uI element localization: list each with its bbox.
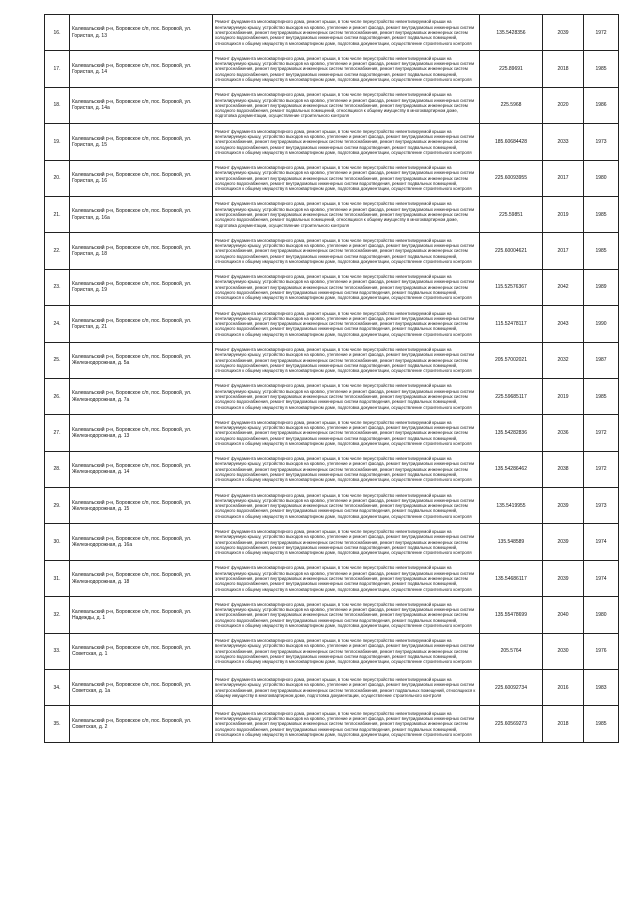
construction-year-cell: 1972 [584, 451, 619, 487]
works-description-cell: Ремонт фундамента многоквартирного дома, ремонт крыши, в том числе переустройство невентилируемой крыши на вентилируемую крышу, устройство выходов на кровлю, утепление и ремонт фасада, ремонт внутридомовых инженерных систем электроснабжения, ремонт внутридомовых инженерных систем теплоснабжения, ремонт внутридомовых инженерных систем холодного водоснабжения, ремонт внутридомовых инженерных систем водоотведения, ремонт подвальных помещений, относящихся к общему имуществу в многоквартирном доме, подготовка документации, осуществление строительного контроля [213, 233, 480, 269]
construction-year-cell: 1972 [584, 15, 619, 51]
construction-year-cell: 1983 [584, 670, 619, 706]
cost-cell: 225.60093955 [480, 160, 543, 196]
row-number-cell: 17. [45, 51, 70, 87]
row-number-cell: 30. [45, 524, 70, 560]
works-description-cell: Ремонт фундамента многоквартирного дома, ремонт крыши, в том числе переустройство невентилируемой крыши на вентилируемую крышу, устройство выходов на кровлю, утепление и ремонт фасада, ремонт внутридомовых инженерных систем электроснабжения, ремонт внутридомовых инженерных систем теплоснабжения, ремонт внутридомовых инженерных систем холодного водоснабжения, ремонт внутридомовых инженерных систем водоотведения, ремонт подвальных помещений, относящихся к общему имуществу в многоквартирном доме, подготовка документации, осуществление строительного контроля [213, 633, 480, 669]
table-row [45, 597, 619, 633]
row-number-cell: 22. [45, 233, 70, 269]
construction-year-cell: 1985 [584, 378, 619, 414]
works-description-cell: Ремонт фундамента многоквартирного дома, ремонт крыши, в том числе переустройство невентилируемой крыши на вентилируемую крышу, устройство выходов на кровлю, утепление и ремонт фасада, ремонт внутридомовых инженерных систем электроснабжения, ремонт внутридомовых инженерных систем теплоснабжения, ремонт внутридомовых инженерных систем холодного водоснабжения, ремонт внутридомовых инженерных систем водоотведения, ремонт подвальных помещений, относящихся к общему имуществу в многоквартирном доме, подготовка документации, осуществление строительного контроля [213, 124, 480, 160]
cost-cell: 135.54282836 [480, 415, 543, 451]
address-cell: Калевальский р-н, Боровское с/п, пос. Боровой, ул. Железнодорожная, д. 15 [70, 488, 213, 524]
planned-year-cell: 2017 [543, 160, 584, 196]
construction-year-cell: 1972 [584, 415, 619, 451]
table-row [45, 524, 619, 560]
table-row [45, 670, 619, 706]
planned-year-cell: 2019 [543, 378, 584, 414]
table-row [45, 124, 619, 160]
row-number-cell: 33. [45, 633, 70, 669]
construction-year-cell: 1980 [584, 160, 619, 196]
row-number-cell: 31. [45, 560, 70, 596]
construction-year-cell: 1985 [584, 196, 619, 232]
works-description-cell: Ремонт фундамента многоквартирного дома, ремонт крыши, в том числе переустройство невентилируемой крыши на вентилируемую крышу, устройство выходов на кровлю, утепление и ремонт фасада, ремонт внутридомовых инженерных систем электроснабжения, ремонт внутридомовых инженерных систем теплоснабжения, ремонт внутридомовых инженерных систем холодного водоснабжения, ремонт внутридомовых инженерных систем водоотведения, ремонт подвальных помещений, относящихся к общему имуществу в многоквартирном доме, подготовка документации, осуществление строительного контроля [213, 415, 480, 451]
table-row [45, 51, 619, 87]
row-number-cell: 25. [45, 342, 70, 378]
cost-cell: 205.57002021 [480, 342, 543, 378]
address-cell: Калевальский р-н, Боровское с/п, пос. Боровой, ул. Железнодорожная, д. 16а [70, 524, 213, 560]
row-number-cell: 23. [45, 269, 70, 305]
cost-cell: 135.54286462 [480, 451, 543, 487]
cost-cell: 115.52576367 [480, 269, 543, 305]
construction-year-cell: 1973 [584, 488, 619, 524]
planned-year-cell: 2020 [543, 87, 584, 123]
address-cell: Калевальский р-н, Боровское с/п, пос. Боровой, ул. Железнодорожная, д. 18 [70, 560, 213, 596]
works-description-cell: Ремонт фундамента многоквартирного дома, ремонт крыши, в том числе переустройство невентилируемой крыши на вентилируемую крышу, устройство выходов на кровлю, утепление и ремонт фасада, ремонт внутридомовых инженерных систем электроснабжения, ремонт внутридомовых инженерных систем теплоснабжения, ремонт внутридомовых инженерных систем холодного водоснабжения, ремонт внутридомовых инженерных систем водоотведения, ремонт подвальных помещений, относящихся к общему имуществу в многоквартирном доме, подготовка документации, осуществление строительного контроля [213, 51, 480, 87]
works-description-cell: Ремонт фундамента многоквартирного дома, ремонт крыши, в том числе переустройство невентилируемой крыши на вентилируемую крышу, устройство выходов на кровлю, утепление и ремонт фасада, ремонт внутридомовых инженерных систем электроснабжения, ремонт внутридомовых инженерных систем теплоснабжения, ремонт подвальных помещений, относящихся к общему имуществу в многоквартирном доме, подготовка документации, осуществление строительного контроля [213, 670, 480, 706]
table-row [45, 415, 619, 451]
table-row [45, 633, 619, 669]
cost-cell: 205.5764 [480, 633, 543, 669]
table-row [45, 342, 619, 378]
cost-cell: 135.55478699 [480, 597, 543, 633]
table-row [45, 15, 619, 51]
planned-year-cell: 2030 [543, 633, 584, 669]
works-description-cell: Ремонт фундамента многоквартирного дома, ремонт крыши, в том числе переустройство невентилируемой крыши на вентилируемую крышу, устройство выходов на кровлю, утепление и ремонт фасада, ремонт внутридомовых инженерных систем электроснабжения, ремонт внутридомовых инженерных систем теплоснабжения, ремонт внутридомовых инженерных систем холодного водоснабжения, ремонт внутридомовых инженерных систем водоотведения, ремонт подвальных помещений, относящихся к общему имуществу в многоквартирном доме, подготовка документации, осуществление строительного контроля [213, 451, 480, 487]
table-row [45, 378, 619, 414]
works-description-cell: Ремонт фундамента многоквартирного дома, ремонт крыши, в том числе переустройство невентилируемой крыши на вентилируемую крышу, устройство выходов на кровлю, утепление и ремонт фасада, ремонт внутридомовых инженерных систем электроснабжения, ремонт внутридомовых инженерных систем теплоснабжения, ремонт внутридомовых инженерных систем холодного водоснабжения, ремонт внутридомовых инженерных систем водоотведения, ремонт подвальных помещений, относящихся к общему имуществу в многоквартирном доме, подготовка документации, осуществление строительного контроля [213, 378, 480, 414]
planned-year-cell: 2016 [543, 670, 584, 706]
address-cell: Калевальский р-н, Боровское с/п, пос. Боровой, ул. Железнодорожная, д. 7а [70, 378, 213, 414]
planned-year-cell: 2039 [543, 15, 584, 51]
row-number-cell: 29. [45, 488, 70, 524]
table-row [45, 488, 619, 524]
address-cell: Калевальский р-н, Боровское с/п, пос. Боровой, ул. Гористая, д. 19 [70, 269, 213, 305]
row-number-cell: 16. [45, 15, 70, 51]
works-description-cell: Ремонт фундамента многоквартирного дома, ремонт крыши, в том числе переустройство невентилируемой крыши на вентилируемую крышу, устройство выходов на кровлю, утепление и ремонт фасада, ремонт внутридомовых инженерных систем электроснабжения, ремонт внутридомовых инженерных систем теплоснабжения, ремонт внутридомовых инженерных систем холодного водоснабжения, ремонт внутридомовых инженерных систем водоотведения, ремонт подвальных помещений, относящихся к общему имуществу в многоквартирном доме, подготовка документации, осуществление строительного контроля [213, 15, 480, 51]
address-cell: Калевальский р-н, Боровское с/п, пос. Боровой, ул. Советская, д. 1 [70, 633, 213, 669]
works-description-cell: Ремонт фундамента многоквартирного дома, ремонт крыши, в том числе переустройство невентилируемой крыши на вентилируемую крышу, устройство выходов на кровлю, утепление и ремонт фасада, ремонт внутридомовых инженерных систем электроснабжения, ремонт внутридомовых инженерных систем теплоснабжения, ремонт внутридомовых инженерных систем холодного водоснабжения, ремонт внутридомовых инженерных систем водоотведения, ремонт подвальных помещений, относящихся к общему имуществу в многоквартирном доме, подготовка документации, осуществление строительного контроля [213, 306, 480, 342]
construction-year-cell: 1973 [584, 124, 619, 160]
table-row [45, 233, 619, 269]
works-description-cell: Ремонт фундамента многоквартирного дома, ремонт крыши, в том числе переустройство невентилируемой крыши на вентилируемую крышу, устройство выходов на кровлю, утепление и ремонт фасада, ремонт внутридомовых инженерных систем электроснабжения, ремонт внутридомовых инженерных систем теплоснабжения, ремонт внутридомовых инженерных систем холодного водоснабжения, ремонт подвальных помещений, относящихся к общему имуществу в многоквартирном доме, подготовка документации, осуществление строительного контроля [213, 87, 480, 123]
address-cell: Калевальский р-н, Боровское с/п, пос. Боровой, ул. Железнодорожная, д. 5а [70, 342, 213, 378]
planned-year-cell: 2040 [543, 597, 584, 633]
table-row [45, 160, 619, 196]
row-number-cell: 27. [45, 415, 70, 451]
cost-cell: 135.5419955 [480, 488, 543, 524]
address-cell: Калевальский р-н, Боровское с/п, пос. Боровой, ул. Гористая, д. 15 [70, 124, 213, 160]
planned-year-cell: 2017 [543, 233, 584, 269]
planned-year-cell: 2039 [543, 488, 584, 524]
table-row [45, 306, 619, 342]
construction-year-cell: 1985 [584, 706, 619, 742]
address-cell: Калевальский р-н, Боровское с/п, пос. Боровой, ул. Железнодорожная, д. 13 [70, 415, 213, 451]
works-description-cell: Ремонт фундамента многоквартирного дома, ремонт крыши, в том числе переустройство невентилируемой крыши на вентилируемую крышу, устройство выходов на кровлю, утепление и ремонт фасада, ремонт внутридомовых инженерных систем электроснабжения, ремонт внутридомовых инженерных систем теплоснабжения, ремонт внутридомовых инженерных систем холодного водоснабжения, ремонт внутридомовых инженерных систем водоотведения, ремонт подвальных помещений, относящихся к общему имуществу в многоквартирном доме, подготовка документации, осуществление строительного контроля [213, 597, 480, 633]
planned-year-cell: 2036 [543, 415, 584, 451]
construction-year-cell: 1985 [584, 233, 619, 269]
address-cell: Калевальский р-н, Боровское с/п, пос. Боровой, ул. Гористая, д. 16 [70, 160, 213, 196]
address-cell: Калевальский р-н, Боровское с/п, пос. Боровой, ул. Советская, д. 2 [70, 706, 213, 742]
works-description-cell: Ремонт фундамента многоквартирного дома, ремонт крыши, в том числе переустройство невентилируемой крыши на вентилируемую крышу, устройство выходов на кровлю, утепление и ремонт фасада, ремонт внутридомовых инженерных систем электроснабжения, ремонт внутридомовых инженерных систем теплоснабжения, ремонт внутридомовых инженерных систем холодного водоснабжения, ремонт внутридомовых инженерных систем водоотведения, ремонт подвальных помещений, относящихся к общему имуществу в многоквартирном доме, подготовка документации, осуществление строительного контроля [213, 488, 480, 524]
works-description-cell: Ремонт фундамента многоквартирного дома, ремонт крыши, в том числе переустройство невентилируемой крыши на вентилируемую крышу, устройство выходов на кровлю, утепление и ремонт фасада, ремонт внутридомовых инженерных систем электроснабжения, ремонт внутридомовых инженерных систем теплоснабжения, ремонт внутридомовых инженерных систем холодного водоснабжения, ремонт подвальных помещений, относящихся к общему имуществу в многоквартирном доме, подготовка документации, осуществление строительного контроля [213, 196, 480, 232]
works-description-cell: Ремонт фундамента многоквартирного дома, ремонт крыши, в том числе переустройство невентилируемой крыши на вентилируемую крышу, устройство выходов на кровлю, утепление и ремонт фасада, ремонт внутридомовых инженерных систем электроснабжения, ремонт внутридомовых инженерных систем теплоснабжения, ремонт внутридомовых инженерных систем холодного водоснабжения, ремонт внутридомовых инженерных систем водоотведения, ремонт подвальных помещений, относящихся к общему имуществу в многоквартирном доме, подготовка документации, осуществление строительного контроля [213, 160, 480, 196]
cost-cell: 225.60004621 [480, 233, 543, 269]
repair-program-table [44, 14, 619, 743]
address-cell: Калевальский р-н, Боровское с/п, пос. Боровой, ул. Гористая, д. 16а [70, 196, 213, 232]
table-row [45, 196, 619, 232]
row-number-cell: 18. [45, 87, 70, 123]
cost-cell: 135.5428356 [480, 15, 543, 51]
address-cell: Калевальский р-н, Боровское с/п, пос. Боровой, ул. Гористая, д. 14а [70, 87, 213, 123]
planned-year-cell: 2039 [543, 524, 584, 560]
works-description-cell: Ремонт фундамента многоквартирного дома, ремонт крыши, в том числе переустройство невентилируемой крыши на вентилируемую крышу, устройство выходов на кровлю, утепление и ремонт фасада, ремонт внутридомовых инженерных систем электроснабжения, ремонт внутридомовых инженерных систем теплоснабжения, ремонт внутридомовых инженерных систем холодного водоснабжения, ремонт внутридомовых инженерных систем водоотведения, ремонт подвальных помещений, относящихся к общему имуществу в многоквартирном доме, подготовка документации, осуществление строительного контроля [213, 269, 480, 305]
construction-year-cell: 1974 [584, 560, 619, 596]
construction-year-cell: 1987 [584, 342, 619, 378]
cost-cell: 225.60092734 [480, 670, 543, 706]
planned-year-cell: 2038 [543, 451, 584, 487]
cost-cell: 115.52478117 [480, 306, 543, 342]
cost-cell: 225.89691 [480, 51, 543, 87]
works-description-cell: Ремонт фундамента многоквартирного дома, ремонт крыши, в том числе переустройство невентилируемой крыши на вентилируемую крышу, устройство выходов на кровлю, утепление и ремонт фасада, ремонт внутридомовых инженерных систем электроснабжения, ремонт внутридомовых инженерных систем теплоснабжения, ремонт внутридомовых инженерных систем холодного водоснабжения, ремонт внутридомовых инженерных систем водоотведения, ремонт подвальных помещений, относящихся к общему имуществу в многоквартирном доме, подготовка документации, осуществление строительного контроля [213, 342, 480, 378]
planned-year-cell: 2018 [543, 51, 584, 87]
construction-year-cell: 1990 [584, 306, 619, 342]
table-row [45, 269, 619, 305]
cost-cell: 185.60684428 [480, 124, 543, 160]
address-cell: Калевальский р-н, Боровское с/п, пос. Боровой, ул. Гористая, д. 14 [70, 51, 213, 87]
address-cell: Калевальский р-н, Боровское с/п, пос. Боровой, ул. Советская, д. 1а [70, 670, 213, 706]
address-cell: Калевальский р-н, Боровское с/п, пос. Боровой, ул. Гористая, д. 13 [70, 15, 213, 51]
works-description-cell: Ремонт фундамента многоквартирного дома, ремонт крыши, в том числе переустройство невентилируемой крыши на вентилируемую крышу, устройство выходов на кровлю, утепление и ремонт фасада, ремонт внутридомовых инженерных систем электроснабжения, ремонт внутридомовых инженерных систем теплоснабжения, ремонт внутридомовых инженерных систем холодного водоснабжения, ремонт внутридомовых инженерных систем водоотведения, ремонт подвальных помещений, относящихся к общему имуществу в многоквартирном доме, подготовка документации, осуществление строительного контроля [213, 524, 480, 560]
row-number-cell: 21. [45, 196, 70, 232]
row-number-cell: 28. [45, 451, 70, 487]
row-number-cell: 19. [45, 124, 70, 160]
planned-year-cell: 2018 [543, 706, 584, 742]
cost-cell: 225.60569273 [480, 706, 543, 742]
table-row [45, 706, 619, 742]
cost-cell: 225.59851 [480, 196, 543, 232]
planned-year-cell: 2042 [543, 269, 584, 305]
planned-year-cell: 2033 [543, 124, 584, 160]
address-cell: Калевальский р-н, Боровское с/п, пос. Боровой, ул. Гористая, д. 21 [70, 306, 213, 342]
planned-year-cell: 2019 [543, 196, 584, 232]
construction-year-cell: 1974 [584, 524, 619, 560]
cost-cell: 225.59685117 [480, 378, 543, 414]
row-number-cell: 34. [45, 670, 70, 706]
row-number-cell: 20. [45, 160, 70, 196]
planned-year-cell: 2039 [543, 560, 584, 596]
construction-year-cell: 1986 [584, 87, 619, 123]
construction-year-cell: 1989 [584, 269, 619, 305]
row-number-cell: 32. [45, 597, 70, 633]
table-row [45, 560, 619, 596]
address-cell: Калевальский р-н, Боровское с/п, пос. Боровой, ул. Железнодорожная, д. 14 [70, 451, 213, 487]
row-number-cell: 24. [45, 306, 70, 342]
construction-year-cell: 1980 [584, 597, 619, 633]
row-number-cell: 26. [45, 378, 70, 414]
cost-cell: 135.548589 [480, 524, 543, 560]
document-page [44, 14, 607, 743]
row-number-cell: 35. [45, 706, 70, 742]
cost-cell: 225.5968 [480, 87, 543, 123]
construction-year-cell: 1976 [584, 633, 619, 669]
works-description-cell: Ремонт фундамента многоквартирного дома, ремонт крыши, в том числе переустройство невентилируемой крыши на вентилируемую крышу, устройство выходов на кровлю, утепление и ремонт фасада, ремонт внутридомовых инженерных систем электроснабжения, ремонт внутридомовых инженерных систем теплоснабжения, ремонт внутридомовых инженерных систем холодного водоснабжения, ремонт внутридомовых инженерных систем водоотведения, ремонт подвальных помещений, относящихся к общему имуществу в многоквартирном доме, подготовка документации, осуществление строительного контроля [213, 706, 480, 742]
table-row [45, 87, 619, 123]
construction-year-cell: 1985 [584, 51, 619, 87]
cost-cell: 135.54686117 [480, 560, 543, 596]
works-description-cell: Ремонт фундамента многоквартирного дома, ремонт крыши, в том числе переустройство невентилируемой крыши на вентилируемую крышу, устройство выходов на кровлю, утепление и ремонт фасада, ремонт внутридомовых инженерных систем электроснабжения, ремонт внутридомовых инженерных систем теплоснабжения, ремонт внутридомовых инженерных систем холодного водоснабжения, ремонт внутридомовых инженерных систем водоотведения, ремонт подвальных помещений, относящихся к общему имуществу в многоквартирном доме, подготовка документации, осуществление строительного контроля [213, 560, 480, 596]
address-cell: Калевальский р-н, Боровское с/п, пос. Боровой, ул. Гористая, д. 18 [70, 233, 213, 269]
planned-year-cell: 2043 [543, 306, 584, 342]
table-body [45, 15, 619, 743]
address-cell: Калевальский р-н, Боровское с/п, пос. Боровой, ул. Надежды, д. 1 [70, 597, 213, 633]
planned-year-cell: 2032 [543, 342, 584, 378]
table-row [45, 451, 619, 487]
